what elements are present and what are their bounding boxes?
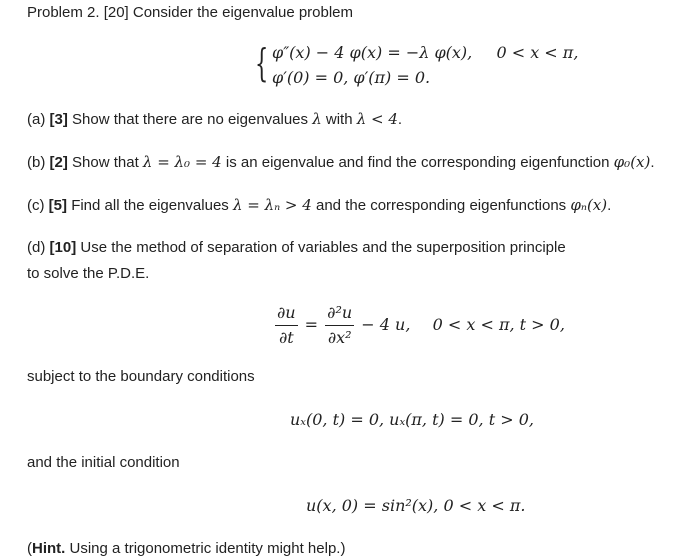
pde-lhs-numerator: ∂u: [275, 303, 298, 326]
pde-equation: [273, 303, 565, 348]
part-c-label: (c): [27, 197, 45, 214]
part-a-text-before: Show that there are no eigenvalues: [72, 111, 309, 128]
hint-text: Using a trigonometric identity might help.: [69, 540, 341, 557]
bc-equation: uₓ(0, t) = 0, uₓ(π, t) = 0, t > 0,: [290, 410, 534, 429]
part-b-math-lambda0: λ = λ₀ = 4: [142, 153, 222, 171]
pde-lhs-fraction: [275, 303, 298, 348]
pde-rest: − 4 u,: [361, 315, 411, 334]
ic-equation: u(x, 0) = sin²(x), 0 < x < π.: [306, 496, 526, 515]
part-b-period: .: [650, 154, 655, 171]
problem-header-text: Problem 2. [20] Consider the eigenvalue problem: [27, 4, 354, 21]
part-c-text-mid: and the corresponding eigenfunctions: [316, 197, 567, 214]
initial-condition: [306, 496, 525, 515]
hint-open-paren: (: [27, 540, 32, 557]
ic-intro: [27, 454, 180, 471]
part-b-text-mid: is an eigenvalue and find the corresponding eigenfunction: [225, 154, 610, 171]
part-a-math-inequality: λ < 4: [356, 110, 398, 128]
pde-rhs-numerator: ∂²u: [325, 303, 354, 326]
pde-rhs-fraction: [325, 303, 354, 348]
part-d-line-1: [27, 239, 566, 256]
boundary-conditions-eigen: φ′(0) = 0, φ′(π) = 0.: [272, 68, 431, 87]
part-a-points: [3]: [49, 111, 68, 128]
part-d-line-2: [27, 265, 149, 282]
part-d-text-line-2: to solve the P.D.E.: [27, 265, 150, 282]
part-c: [27, 196, 611, 214]
bc-intro-text: subject to the boundary conditions: [27, 368, 255, 385]
pde-lhs-denominator: ∂t: [278, 328, 294, 347]
part-c-math-lambdan: λ = λₙ > 4: [232, 196, 312, 214]
part-b-text-before: Show that: [72, 154, 139, 171]
pde-domain: 0 < x < π, t > 0,: [432, 315, 565, 334]
hint: [27, 540, 345, 557]
part-c-math-phin: φₙ(x): [570, 196, 608, 214]
pde-equals: =: [304, 315, 319, 334]
part-a-math-lambda: λ: [312, 110, 322, 128]
part-a-label: (a): [27, 111, 46, 128]
boundary-conditions: [290, 410, 534, 429]
part-c-points: [5]: [48, 197, 68, 214]
part-c-text-before: Find all the eigenvalues: [71, 197, 229, 214]
part-b-math-phi0: φ₀(x): [613, 153, 651, 171]
bc-intro: [27, 368, 255, 385]
hint-close-paren: ): [340, 540, 346, 557]
system-brace: {: [255, 41, 269, 85]
pde-rhs-denominator: ∂x²: [327, 328, 352, 347]
part-b-label: (b): [27, 154, 46, 171]
part-d-label: (d): [27, 239, 46, 256]
hint-label: Hint.: [32, 540, 66, 557]
part-d-text-line-1: Use the method of separation of variables and the superposition principle: [80, 239, 566, 256]
system-line-2: [272, 68, 430, 87]
part-b-points: [2]: [49, 154, 68, 171]
ode-equation: φ″(x) − 4 φ(x) = −λ φ(x),: [272, 43, 473, 62]
ic-intro-text: and the initial condition: [27, 454, 180, 471]
part-c-period: .: [607, 197, 612, 214]
part-a-period: .: [397, 111, 403, 128]
part-d-points: [10]: [49, 239, 77, 256]
part-a: [27, 110, 402, 128]
ode-domain: 0 < x < π,: [496, 43, 579, 62]
part-b: [27, 153, 655, 171]
system-line-1: [272, 43, 578, 62]
part-a-text-mid: with: [325, 111, 353, 128]
problem-header: [27, 4, 353, 21]
